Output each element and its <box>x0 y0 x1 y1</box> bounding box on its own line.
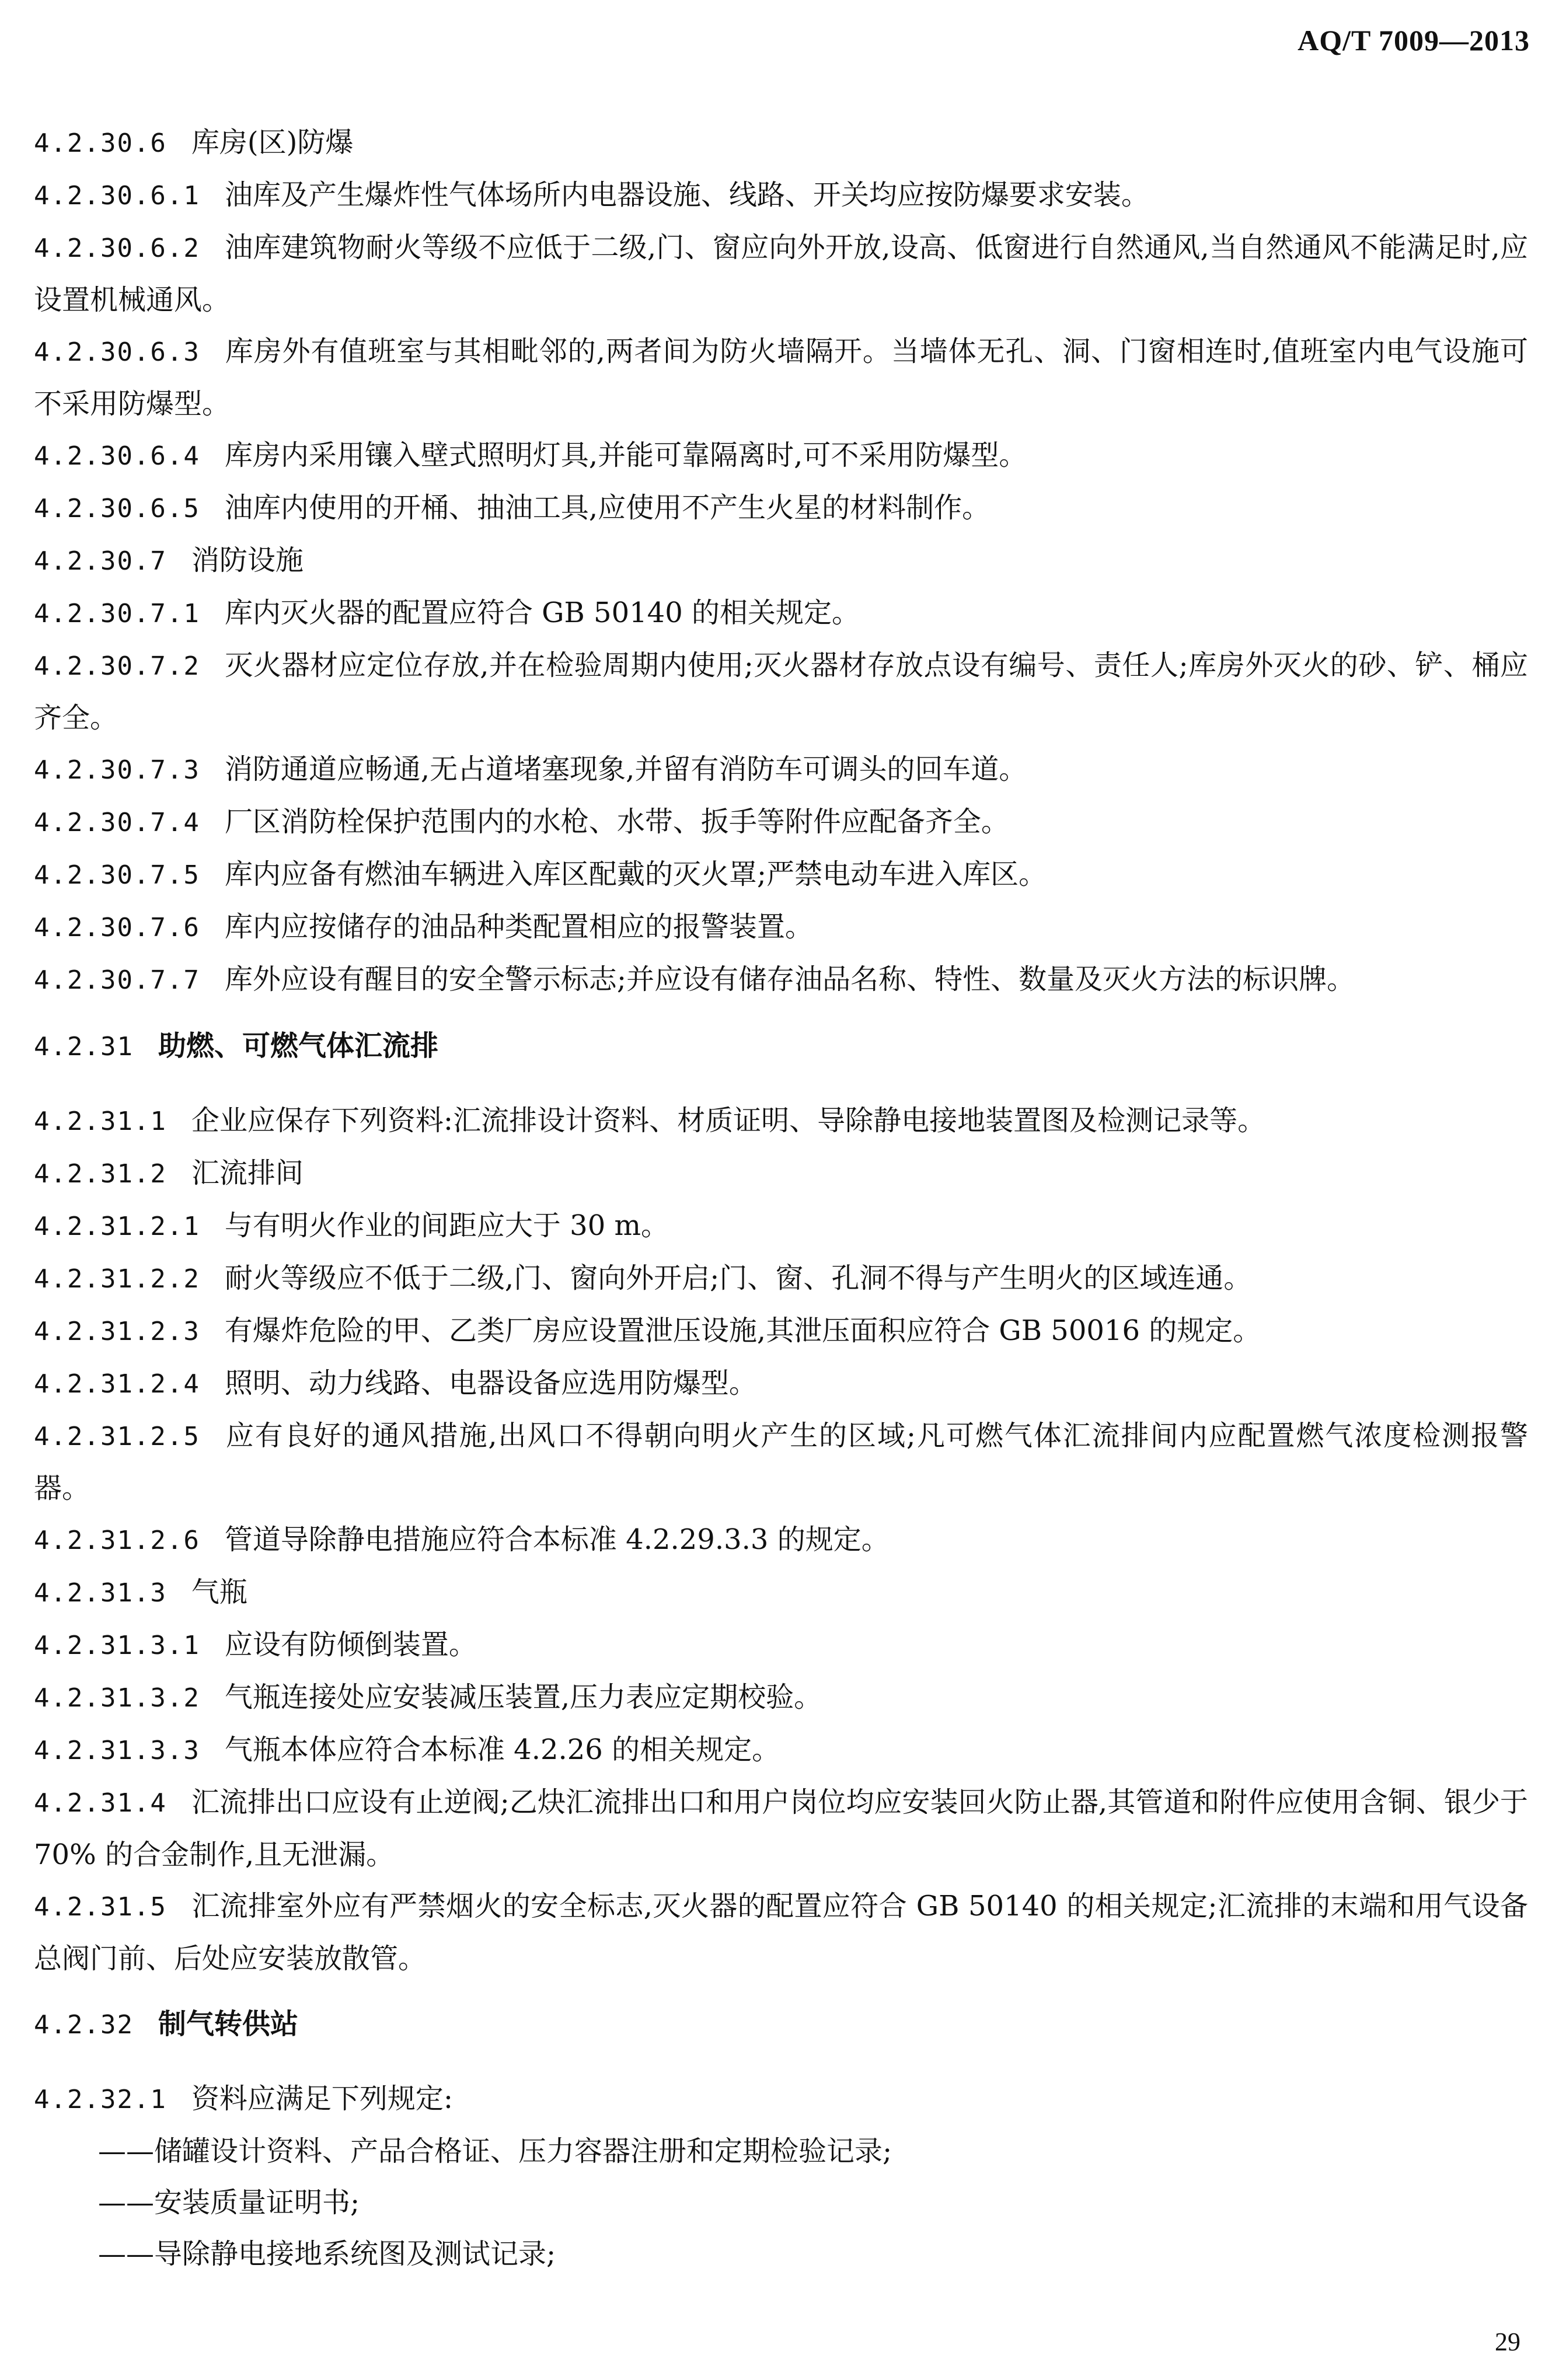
section-number: 4.2.32 <box>34 2010 134 2040</box>
clause-text: 气瓶本体应符合本标准 4.2.26 的相关规定。 <box>224 1733 780 1766</box>
clause <box>34 1252 1528 1305</box>
clause <box>34 1147 1528 1200</box>
section-title: 制气转供站 <box>158 2008 298 2040</box>
clause-number: 4.2.31.1 <box>34 1107 167 1136</box>
clause <box>34 1357 1528 1410</box>
clause <box>34 482 1528 535</box>
clause <box>34 1671 1528 1724</box>
clause-number: 4.2.30.6.2 <box>34 233 200 263</box>
clause <box>34 1566 1528 1619</box>
clause-number: 4.2.30.7.5 <box>34 860 200 890</box>
clause-text: 管道导除静电措施应符合本标准 4.2.29.3.3 的规定。 <box>224 1523 890 1556</box>
section-heading <box>34 1020 1528 1073</box>
clause <box>34 901 1528 954</box>
clause-number: 4.2.30.7.2 <box>34 651 200 681</box>
clause <box>34 954 1528 1006</box>
clause <box>34 1619 1528 1671</box>
clause-text: 汇流排间 <box>191 1157 304 1189</box>
clause <box>34 744 1528 796</box>
clause <box>34 1305 1528 1357</box>
clause-number: 4.2.30.6 <box>34 128 167 158</box>
clause-number: 4.2.30.6.5 <box>34 494 200 524</box>
clause-text: 厂区消防栓保护范围内的水枪、水带、扳手等附件应配备齐全。 <box>224 805 1009 838</box>
clause <box>34 1200 1528 1252</box>
clause-text: 库内应按储存的油品种类配置相应的报警装置。 <box>224 910 813 943</box>
clause-text: 油库及产生爆炸性气体场所内电器设施、线路、开关均应按防爆要求安装。 <box>224 179 1149 211</box>
clause-number: 4.2.30.7.4 <box>34 808 200 837</box>
clause <box>34 2073 1528 2126</box>
clause-number: 4.2.30.7.3 <box>34 755 200 785</box>
clause-number: 4.2.30.6.4 <box>34 441 200 471</box>
clause <box>34 1514 1528 1566</box>
clause-number: 4.2.30.7.7 <box>34 965 200 995</box>
clause-text: 库房内采用镶入壁式照明灯具,并能可靠隔离时,可不采用防爆型。 <box>224 439 1027 472</box>
clause-text: 汇流排出口应设有止逆阀;乙炔汇流排出口和用户岗位均应安装回火防止器,其管道和附件应使用含铜、银少于 70% 的合金制作,且无泄漏。 <box>34 1786 1528 1871</box>
clause-number: 4.2.31.2.2 <box>34 1264 200 1294</box>
clause-text: 油库内使用的开桶、抽油工具,应使用不产生火星的材料制作。 <box>224 491 990 524</box>
clause-text: 库外应设有醒目的安全警示标志;并应设有储存油品名称、特性、数量及灭火方法的标识牌。 <box>224 963 1355 996</box>
clause <box>34 326 1528 430</box>
clause-number: 4.2.30.7.6 <box>34 913 200 943</box>
clause-text: 库内灭火器的配置应符合 GB 50140 的相关规定。 <box>224 596 860 629</box>
clause-number: 4.2.30.7 <box>34 546 167 576</box>
standard-code: AQ/T 7009—2013 <box>1298 24 1530 57</box>
clause <box>34 1410 1528 1514</box>
dash-list-item: ——安装质量证明书; <box>98 2186 360 2219</box>
clause-number: 4.2.31.2.3 <box>34 1317 200 1346</box>
clause-text: 资料应满足下列规定: <box>191 2082 454 2115</box>
clause-number: 4.2.31.2 <box>34 1159 167 1189</box>
clause-number: 4.2.32.1 <box>34 2085 167 2114</box>
clause-text: 油库建筑物耐火等级不应低于二级,门、窗应向外开放,设高、低窗进行自然通风,当自然通风不能满足时,应设置机械通风。 <box>34 231 1528 316</box>
clause-number: 4.2.30.7.1 <box>34 599 200 629</box>
section-title: 助燃、可燃气体汇流排 <box>158 1030 438 1062</box>
section-heading <box>34 1998 1528 2051</box>
clause-number: 4.2.31.2.6 <box>34 1526 200 1555</box>
clause <box>34 222 1528 326</box>
clause <box>34 117 1528 169</box>
clause-text: 照明、动力线路、电器设备应选用防爆型。 <box>224 1367 757 1400</box>
clause-text: 气瓶连接处应安装减压装置,压力表应定期校验。 <box>224 1681 822 1714</box>
clause <box>34 1880 1528 1984</box>
clause-text: 消防设施 <box>191 544 304 577</box>
clause-number: 4.2.30.6.3 <box>34 337 200 367</box>
clause-number: 4.2.31.2.1 <box>34 1212 200 1241</box>
clause-number: 4.2.31.4 <box>34 1788 167 1818</box>
clause-text: 库房外有值班室与其相毗邻的,两者间为防火墙隔开。当墙体无孔、洞、门窗相连时,值班室内电气设施可不采用防爆型。 <box>34 335 1528 420</box>
clause-number: 4.2.31.3.1 <box>34 1631 200 1660</box>
clause-text: 耐火等级应不低于二级,门、窗向外开启;门、窗、孔洞不得与产生明火的区域连通。 <box>224 1262 1252 1294</box>
clause <box>34 796 1528 849</box>
clause <box>34 1095 1528 1147</box>
section-number: 4.2.31 <box>34 1032 134 1062</box>
dash-list-item: ——储罐设计资料、产品合格证、压力容器注册和定期检验记录; <box>98 2135 892 2168</box>
clause <box>34 640 1528 744</box>
clause-text: 消防通道应畅通,无占道堵塞现象,并留有消防车可调头的回车道。 <box>224 753 1027 786</box>
clause-number: 4.2.30.6.1 <box>34 181 200 211</box>
clause-number: 4.2.31.3 <box>34 1578 167 1608</box>
clause <box>34 430 1528 482</box>
clause-number: 4.2.31.3.2 <box>34 1683 200 1713</box>
clause-text: 企业应保存下列资料:汇流排设计资料、材质证明、导除静电接地装置图及检测记录等。 <box>191 1104 1266 1137</box>
clause-text: 气瓶 <box>191 1576 247 1608</box>
clause-number: 4.2.31.2.5 <box>34 1422 200 1451</box>
clause <box>34 849 1528 901</box>
clause <box>34 587 1528 640</box>
page-number: 29 <box>1495 2327 1520 2356</box>
clause <box>34 1777 1528 1880</box>
clause-number: 4.2.31.2.4 <box>34 1369 200 1399</box>
clause <box>34 1724 1528 1777</box>
clause-text: 与有明火作业的间距应大于 30 m。 <box>224 1209 669 1242</box>
dash-list-item: ——导除静电接地系统图及测试记录; <box>98 2238 556 2270</box>
document-body <box>34 117 1528 2280</box>
clause-text: 应有良好的通风措施,出风口不得朝向明火产生的区域;凡可燃气体汇流排间内应配置燃气浓度检测报警器。 <box>34 1419 1528 1505</box>
clause-text: 库内应备有燃油车辆进入库区配戴的灭火罩;严禁电动车进入库区。 <box>224 858 1047 891</box>
clause <box>34 535 1528 587</box>
clause-text: 库房(区)防爆 <box>191 126 354 159</box>
clause-number: 4.2.31.3.3 <box>34 1736 200 1765</box>
clause-text: 汇流排室外应有严禁烟火的安全标志,灭火器的配置应符合 GB 50140 的相关规定;汇流排的末端和用气设备总阀门前、后处应安装放散管。 <box>34 1890 1528 1975</box>
clause-text: 灭火器材应定位存放,并在检验周期内使用;灭火器材存放点设有编号、责任人;库房外灭火的砂、铲、桶应齐全。 <box>34 649 1528 734</box>
clause <box>34 169 1528 222</box>
clause-text: 应设有防倾倒装置。 <box>224 1628 477 1661</box>
clause-text: 有爆炸危险的甲、乙类厂房应设置泄压设施,其泄压面积应符合 GB 50016 的规定。 <box>224 1314 1261 1347</box>
clause-number: 4.2.31.5 <box>34 1892 167 1922</box>
